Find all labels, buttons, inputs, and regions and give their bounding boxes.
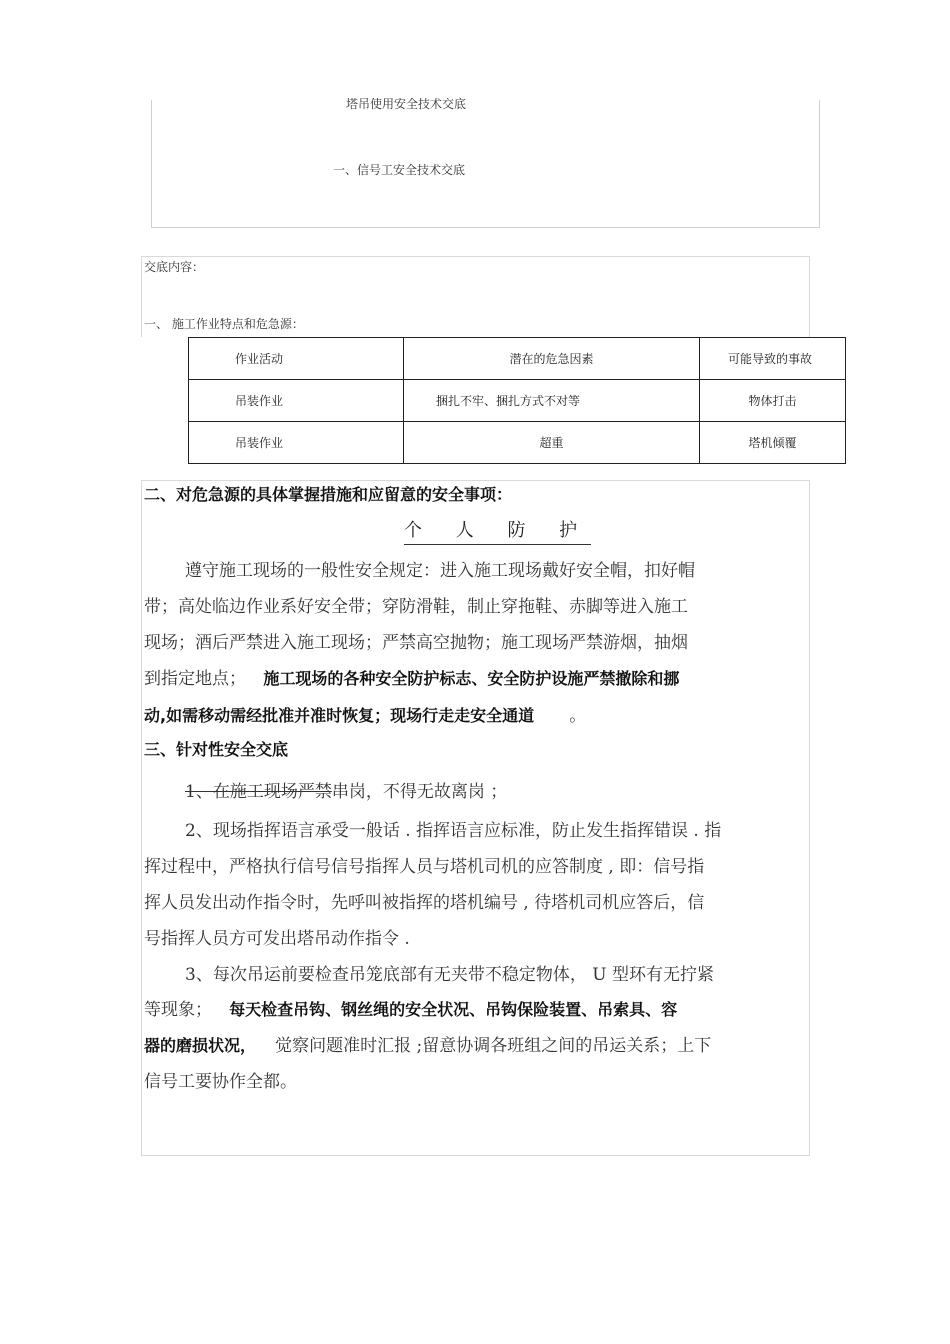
title-box [151, 100, 820, 228]
section3-item-line [185, 777, 507, 802]
table-cell: 塔机倾覆 [700, 422, 846, 464]
content-label: 交底内容： [144, 260, 205, 274]
section3-strike-text: 1、在施工现场严禁 [185, 782, 332, 802]
section3-heading: 三、针对性安全交底 [144, 740, 289, 759]
section3-item-line: 信号工要协作全都。 [144, 1072, 297, 1092]
table-cell: 物体打击 [700, 380, 846, 422]
section2-bold-text: 施工现场的各种安全防护标志、安全防护设施严禁撤除和挪 [263, 669, 680, 688]
section3-bold-text: 每天检查吊钩、钢丝绳的安全状况、吊钩保险装置、吊索具、容 [229, 1000, 678, 1019]
section3-item-line: 号指挥人员方可发出塔吊动作指令 . [144, 929, 410, 949]
section3-item-line: 2、现场指挥语言承受一般话 . 指挥语言应标准，防止发生指挥错误 . 指 [185, 821, 722, 841]
hazard-heading: 一、 施工作业特点和危急源： [144, 317, 304, 331]
section3-item-line: 挥过程中，严格执行信号信号指挥人员与塔机司机的应答制度 , 即：信号指 [144, 857, 705, 877]
table-cell: 吊装作业 [189, 422, 404, 464]
table-row [189, 380, 846, 422]
section2-paragraph-line: 现场；酒后严禁进入施工现场；严禁高空抛物；施工现场严禁游烟，抽烟 [144, 633, 688, 653]
table-cell: 超重 [404, 422, 700, 464]
doc-title: 塔吊使用安全技术交底 [346, 97, 467, 111]
section2-paragraph-line: 遵守施工现场的一般性安全规定：进入施工现场戴好安全帽，扣好帽 [185, 561, 695, 581]
section2-period: 。 [569, 706, 587, 726]
section3-item-line: 挥人员发出动作指令时，先呼叫被指挥的塔机编号 , 待塔机司机应答后，信 [144, 893, 705, 913]
section3-item-text: 串岗，不得无故离岗 ； [331, 782, 508, 802]
table-cell: 捆扎不牢、捆扎方式不对等 [404, 380, 700, 422]
section2-subtitle: 个 人 防 护 [404, 516, 591, 545]
section2-heading: 二、对危急源的具体掌握措施和应留意的安全事项： [144, 485, 513, 504]
section2-paragraph-line: 带；高处临边作业系好安全带；穿防滑鞋，制止穿拖鞋、赤脚等进入施工 [144, 597, 688, 617]
table-header-cell: 作业活动 [189, 338, 404, 380]
section-title: 一、信号工安全技术交底 [333, 163, 466, 177]
section2-bold-text: 动,如需移动需经批准并准时恢复；现场行走走安全通道 [144, 706, 535, 725]
section3-item-line: 3、每次吊运前要检查吊笼底部有无夹带不稳定物体， U 型环有无拧紧 [185, 965, 714, 985]
section2-paragraph-line [144, 701, 586, 726]
section2-paragraph-part: 到指定地点； [144, 669, 246, 689]
table-header-cell: 可能导致的事故 [700, 338, 846, 380]
hazard-table [188, 337, 846, 464]
table-cell: 吊装作业 [189, 380, 404, 422]
section2-paragraph-line [144, 664, 679, 689]
section3-item-text: 觉察问题准时汇报 ;留意协调各班组之间的吊运关系；上下 [275, 1036, 712, 1056]
table-row [189, 422, 846, 464]
section3-item-line [144, 995, 677, 1020]
section3-item-text: 等现象； [144, 1000, 212, 1020]
section3-bold-text: 器的磨损状况， [144, 1036, 257, 1055]
table-header-cell: 潜在的危急因素 [404, 338, 700, 380]
section3-item-line [144, 1031, 711, 1056]
table-header-row [189, 338, 846, 380]
